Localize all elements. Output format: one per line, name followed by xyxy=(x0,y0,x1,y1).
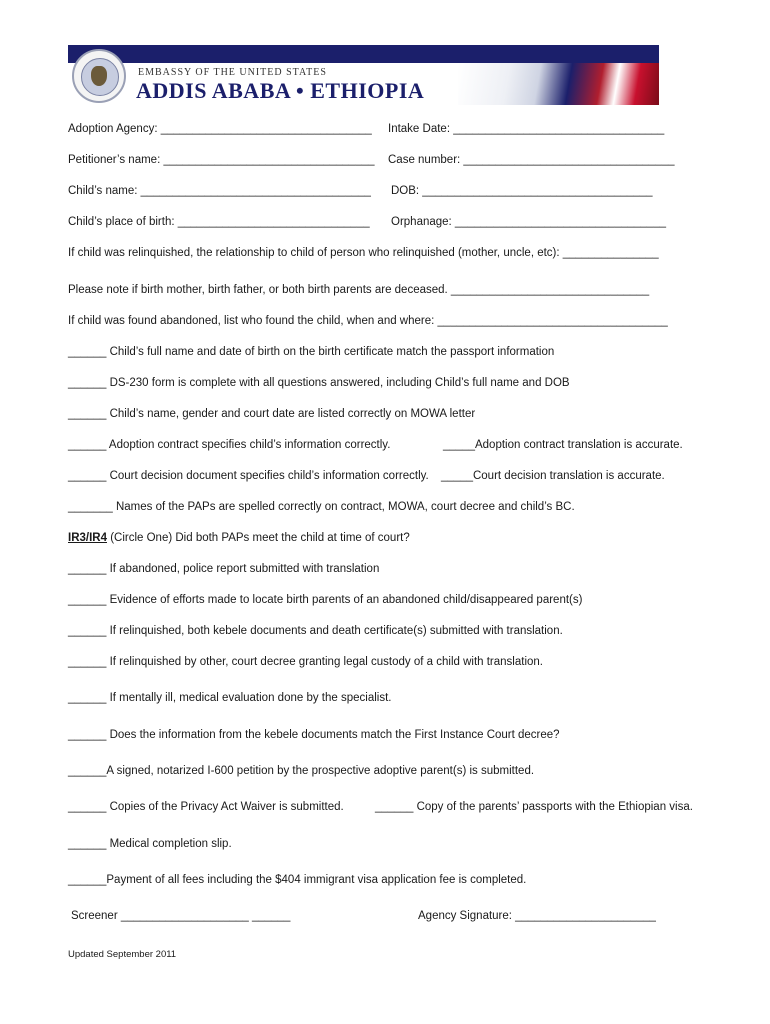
checklist-item-adoption-contract[interactable]: ______ Adoption contract specifies child’s information correctly. xyxy=(68,439,391,451)
checklist-item-mowa-letter[interactable]: ______ Child’s name, gender and court date are listed correctly on MOWA letter xyxy=(68,408,476,420)
checklist-item-police-report[interactable]: ______ If abandoned, police report submitted with translation xyxy=(68,563,380,575)
petitioner-name-field[interactable]: Petitioner’s name: _________________________________ xyxy=(68,154,375,166)
orphanage-field[interactable]: Orphanage: _________________________________ xyxy=(391,216,666,228)
checklist-item-locate-parents[interactable]: ______ Evidence of efforts made to locate birth parents of an abandoned child/disappeared parent(s) xyxy=(68,594,583,606)
embassy-banner xyxy=(68,45,659,105)
embassy-label: EMBASSY OF THE UNITED STATES xyxy=(138,67,327,78)
checklist-item-kebele-documents[interactable]: ______ If relinquished, both kebele documents and death certificate(s) submitted with translation. xyxy=(68,625,563,637)
abandoned-question[interactable]: If child was found abandoned, list who found the child, when and where: ____________________________________ xyxy=(68,315,668,327)
deceased-question[interactable]: Please note if birth mother, birth father, or both birth parents are deceased. _______________________________ xyxy=(68,284,650,296)
agency-signature-field[interactable]: Agency Signature: ______________________ xyxy=(418,910,656,922)
checklist-item-court-translation[interactable]: _____Court decision translation is accurate. xyxy=(441,470,665,482)
checklist-item-kebele-match[interactable]: ______ Does the information from the kebele documents match the First Instance Court decree? xyxy=(68,729,560,741)
intake-date-field[interactable]: Intake Date: _________________________________ xyxy=(388,123,665,135)
checklist-item-birth-certificate[interactable]: ______ Child’s full name and date of birth on the birth certificate match the passport information xyxy=(68,346,555,358)
checklist-item-custody-decree[interactable]: ______ If relinquished by other, court decree granting legal custody of a child with translation. xyxy=(68,656,543,668)
checklist-item-pap-names[interactable]: _______ Names of the PAPs are spelled correctly on contract, MOWA, court decree and child’s BC. xyxy=(68,501,575,513)
case-number-field[interactable]: Case number: _________________________________ xyxy=(388,154,675,166)
screener-signature-field[interactable]: Screener ____________________ ______ xyxy=(71,910,291,922)
checklist-item-medical-slip[interactable]: ______ Medical completion slip. xyxy=(68,838,232,850)
dob-field[interactable]: DOB: ____________________________________ xyxy=(391,185,653,197)
checklist-item-i600-petition[interactable]: ______A signed, notarized I-600 petition by the prospective adoptive parent(s) is submitted. xyxy=(68,765,535,777)
ir-type-tag[interactable]: IR3/IR4 xyxy=(68,532,107,544)
updated-date-note: Updated September 2011 xyxy=(68,949,177,960)
eagle-icon xyxy=(91,66,107,86)
checklist-item-ir3-ir4[interactable] xyxy=(68,532,410,544)
checklist-item-privacy-waiver[interactable]: ______ Copies of the Privacy Act Waiver is submitted. xyxy=(68,801,344,813)
checklist-item-fees-payment[interactable]: ______Payment of all fees including the $404 immigrant visa application fee is completed. xyxy=(68,874,527,886)
checklist-item-ds230[interactable]: ______ DS-230 form is complete with all questions answered, including Child’s full name and DOB xyxy=(68,377,570,389)
embassy-seal-icon xyxy=(72,49,126,103)
flag-graphic xyxy=(458,63,659,105)
checklist-item-contract-translation[interactable]: _____Adoption contract translation is accurate. xyxy=(443,439,683,451)
child-place-of-birth-field[interactable]: Child’s place of birth: ______________________________ xyxy=(68,216,370,228)
city-title: ADDIS ABABA • ETHIOPIA xyxy=(136,78,425,103)
checklist-item-court-decision[interactable]: ______ Court decision document specifies child’s information correctly. xyxy=(68,470,429,482)
child-name-field[interactable]: Child’s name: ____________________________________ xyxy=(68,185,371,197)
checklist-item-passport-copy[interactable]: ______ Copy of the parents’ passports with the Ethiopian visa. xyxy=(375,801,693,813)
checklist-item-medical-evaluation[interactable]: ______ If mentally ill, medical evaluation done by the specialist. xyxy=(68,692,392,704)
adoption-agency-field[interactable]: Adoption Agency: _________________________________ xyxy=(68,123,372,135)
relinquished-question[interactable]: If child was relinquished, the relationship to child of person who relinquished (mother, uncle, etc): _______________ xyxy=(68,247,659,259)
banner-top-bar xyxy=(68,45,659,63)
ir-question-text: (Circle One) Did both PAPs meet the child at time of court? xyxy=(107,532,410,544)
